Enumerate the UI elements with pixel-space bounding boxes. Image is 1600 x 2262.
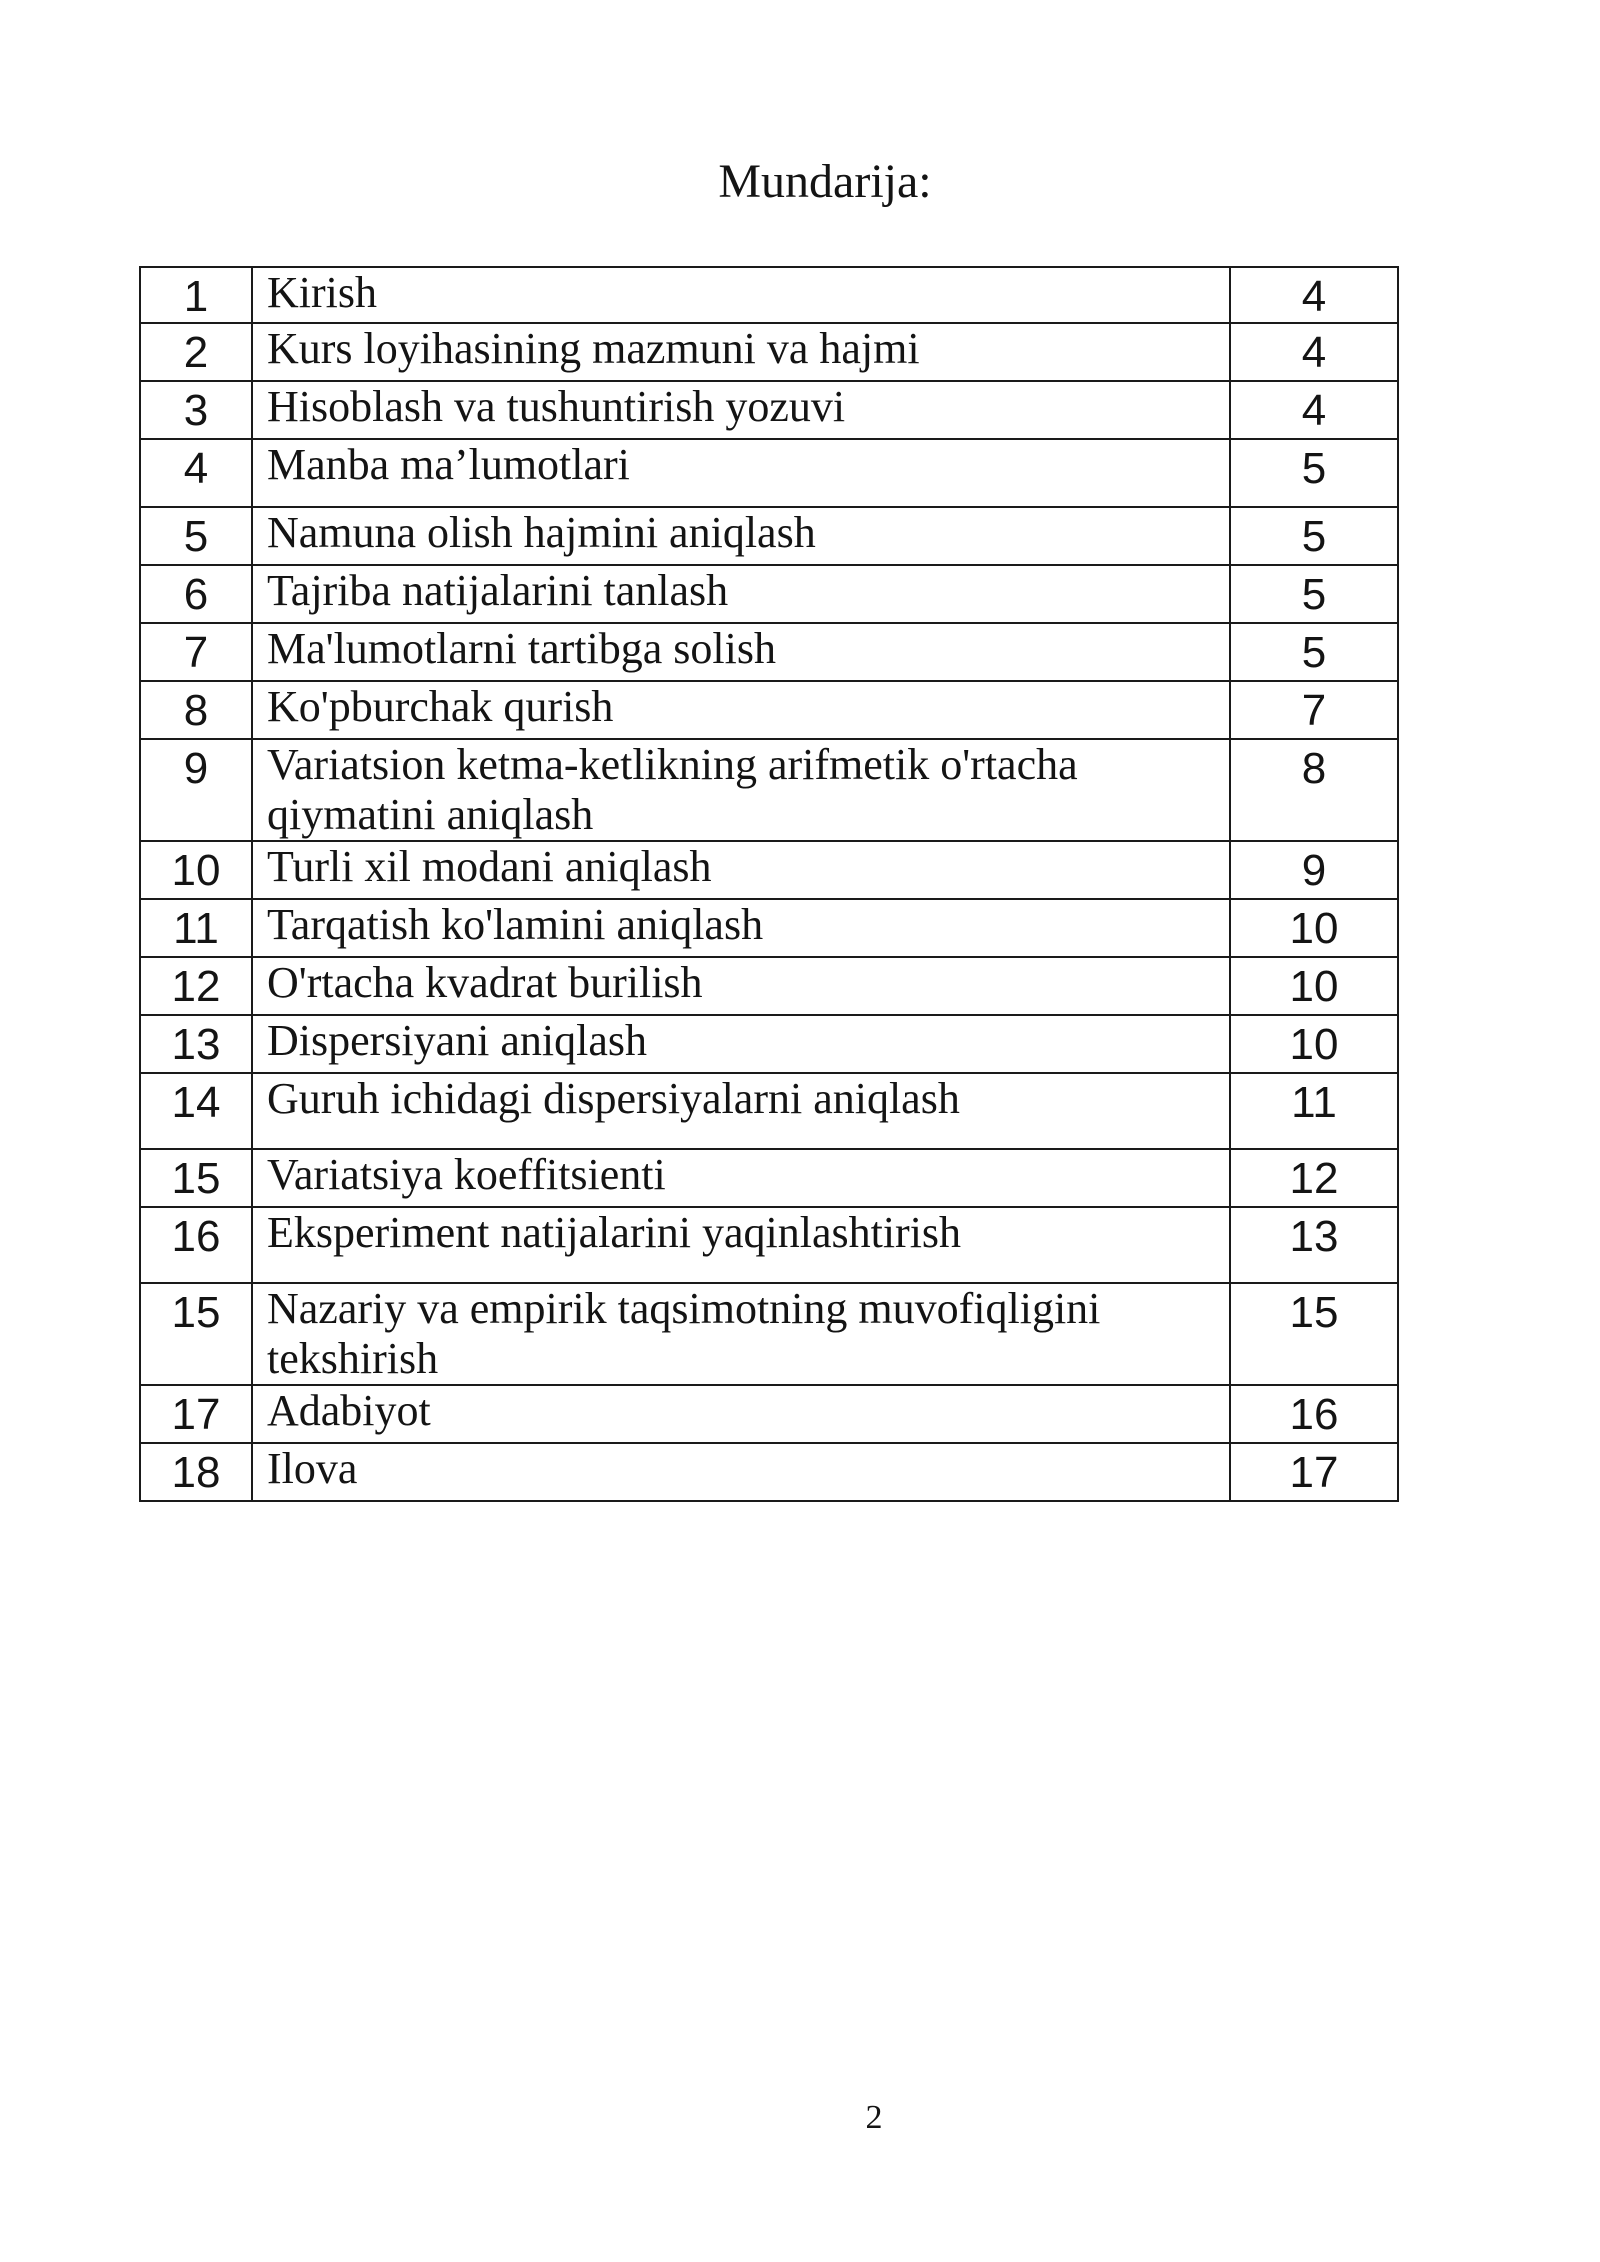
row-title: Ilova xyxy=(252,1443,1230,1501)
row-number: 12 xyxy=(140,957,252,1015)
table-row xyxy=(140,381,1398,439)
table-row xyxy=(140,1015,1398,1073)
table-row xyxy=(140,1073,1398,1149)
row-page: 5 xyxy=(1230,623,1398,681)
row-number: 7 xyxy=(140,623,252,681)
row-page: 17 xyxy=(1230,1443,1398,1501)
row-title: Adabiyot xyxy=(252,1385,1230,1443)
table-row xyxy=(140,681,1398,739)
row-page: 12 xyxy=(1230,1149,1398,1207)
row-page: 11 xyxy=(1230,1073,1398,1149)
row-page: 4 xyxy=(1230,267,1398,323)
row-title: Dispersiyani aniqlash xyxy=(252,1015,1230,1073)
table-row xyxy=(140,623,1398,681)
row-number: 10 xyxy=(140,841,252,899)
row-title: Tajriba natijalarini tanlash xyxy=(252,565,1230,623)
table-row xyxy=(140,267,1398,323)
row-number: 17 xyxy=(140,1385,252,1443)
table-row xyxy=(140,323,1398,381)
row-page: 5 xyxy=(1230,565,1398,623)
row-number: 11 xyxy=(140,899,252,957)
row-title: Variatsiya koeffitsienti xyxy=(252,1149,1230,1207)
table-of-contents xyxy=(139,266,1399,1502)
row-number: 4 xyxy=(140,439,252,507)
table-row xyxy=(140,957,1398,1015)
table-row xyxy=(140,1443,1398,1501)
row-number: 16 xyxy=(140,1207,252,1283)
row-number: 9 xyxy=(140,739,252,841)
row-number: 18 xyxy=(140,1443,252,1501)
row-title: Ma'lumotlarni tartibga solish xyxy=(252,623,1230,681)
row-number: 2 xyxy=(140,323,252,381)
row-title: Ko'pburchak qurish xyxy=(252,681,1230,739)
row-number: 15 xyxy=(140,1283,252,1385)
row-page: 13 xyxy=(1230,1207,1398,1283)
row-title: Eksperiment natijalarini yaqinlashtirish xyxy=(252,1207,1230,1283)
row-title: Nazariy va empirik taqsimotning muvofiqligini tekshirish xyxy=(252,1283,1230,1385)
table-row xyxy=(140,841,1398,899)
row-title: Variatsion ketma-ketlikning arifmetik o'rtacha qiymatini aniqlash xyxy=(252,739,1230,841)
table-row xyxy=(140,1149,1398,1207)
table-row xyxy=(140,565,1398,623)
row-page: 16 xyxy=(1230,1385,1398,1443)
row-page: 10 xyxy=(1230,957,1398,1015)
row-page: 5 xyxy=(1230,439,1398,507)
row-page: 4 xyxy=(1230,381,1398,439)
row-title: Kirish xyxy=(252,267,1230,323)
row-title: Tarqatish ko'lamini aniqlash xyxy=(252,899,1230,957)
row-title: Turli xil modani aniqlash xyxy=(252,841,1230,899)
table-row xyxy=(140,1207,1398,1283)
table-row xyxy=(140,439,1398,507)
table-row xyxy=(140,899,1398,957)
row-number: 15 xyxy=(140,1149,252,1207)
row-page: 9 xyxy=(1230,841,1398,899)
row-title: Guruh ichidagi dispersiyalarni aniqlash xyxy=(252,1073,1230,1149)
table-row xyxy=(140,1283,1398,1385)
page-title: Mundarija: xyxy=(718,155,932,208)
page-number: 2 xyxy=(865,2099,883,2136)
row-number: 3 xyxy=(140,381,252,439)
row-title: O'rtacha kvadrat burilish xyxy=(252,957,1230,1015)
row-title: Manba ma’lumotlari xyxy=(252,439,1230,507)
table-row xyxy=(140,1385,1398,1443)
row-title: Kurs loyihasining mazmuni va hajmi xyxy=(252,323,1230,381)
row-number: 6 xyxy=(140,565,252,623)
row-number: 1 xyxy=(140,267,252,323)
row-page: 10 xyxy=(1230,1015,1398,1073)
row-number: 14 xyxy=(140,1073,252,1149)
row-page: 7 xyxy=(1230,681,1398,739)
row-page: 10 xyxy=(1230,899,1398,957)
table-row xyxy=(140,507,1398,565)
row-number: 13 xyxy=(140,1015,252,1073)
row-page: 15 xyxy=(1230,1283,1398,1385)
row-page: 8 xyxy=(1230,739,1398,841)
row-title: Namuna olish hajmini aniqlash xyxy=(252,507,1230,565)
row-number: 8 xyxy=(140,681,252,739)
row-title: Hisoblash va tushuntirish yozuvi xyxy=(252,381,1230,439)
row-page: 4 xyxy=(1230,323,1398,381)
row-page: 5 xyxy=(1230,507,1398,565)
table-row xyxy=(140,739,1398,841)
row-number: 5 xyxy=(140,507,252,565)
